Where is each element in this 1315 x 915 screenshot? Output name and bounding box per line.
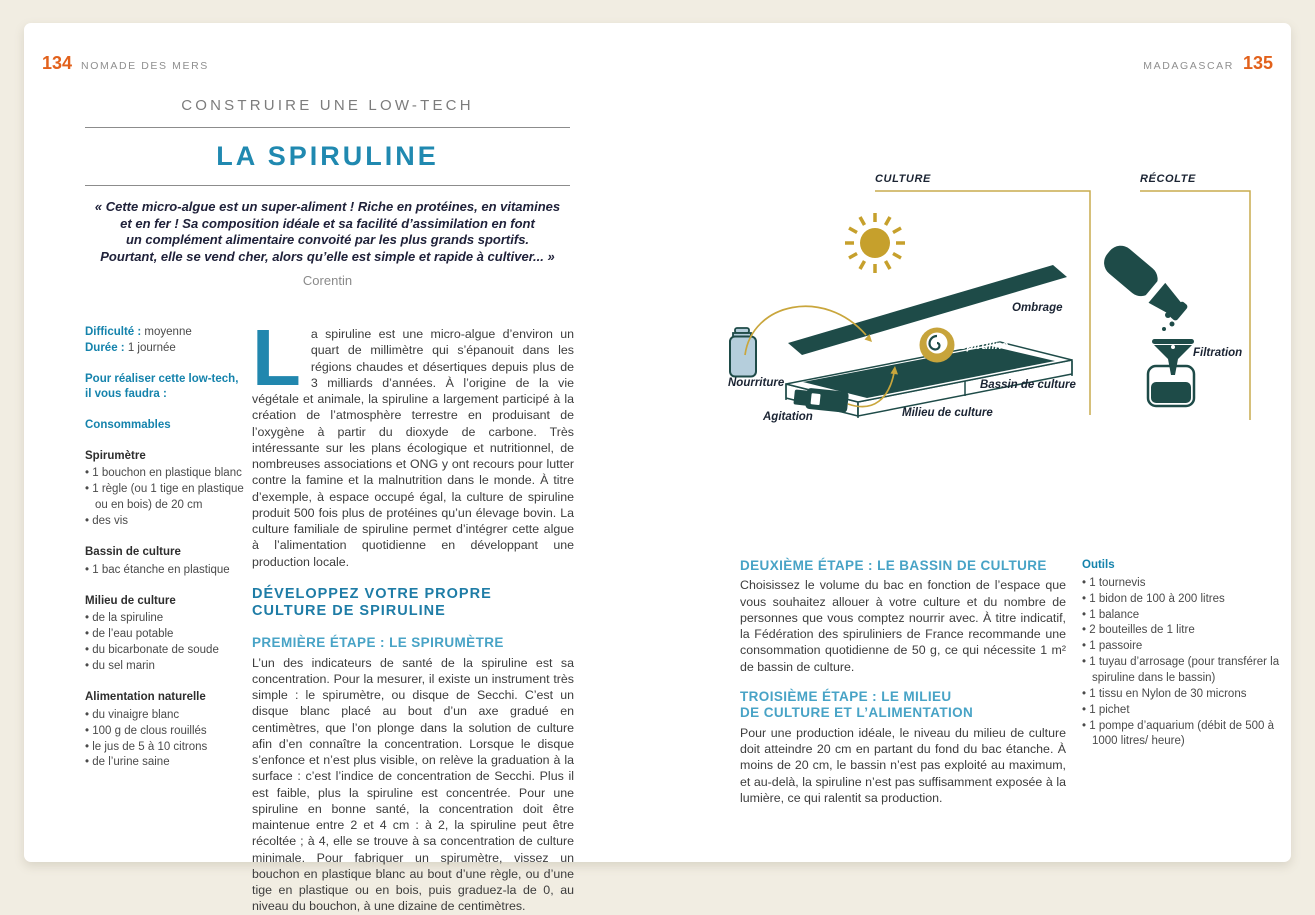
list-item: • de la spiruline — [85, 611, 247, 627]
nourriture-label: Nourriture — [728, 377, 785, 389]
page-number-right: 135 — [1242, 53, 1273, 73]
chapter-title: MADAGASCAR — [1143, 60, 1234, 72]
pouring-bottle-icon — [1098, 239, 1193, 327]
difficulty-label: Difficulté : — [85, 326, 142, 338]
sidebar-intro — [85, 372, 247, 403]
group-title-alimentation: Alimentation naturelle — [85, 690, 206, 703]
intro-paragraph — [252, 313, 574, 570]
intro-text: a spiruline est une micro-algue d’environ un quart de millimètre qui s’épanouit dans les régions chaudes et désertiques depuis plus de 3 milliards d’années. À l’origine de la vie végétale et animale, la spiruline a largement participé à la création de l’atmosphère terrestre en produisant de l’oxygène à partir du dioxyde de carbone. Très intéressante sur les plans écologique et nutritionnel, de nombreuses associations et ONG y ont recours pour lutter contre la famine et la malnutrition dans le monde. À titre d’exemple, à espace occupé égal, la culture de spiruline produit 500 fois plus de protéines qu’un élevage bovin. La culture familiale de spiruline permet d’intégrer cette algue à l’alimentation quotidienne en développant une production locale. — [252, 327, 574, 569]
list-item: • du vinaigre blanc — [85, 708, 247, 724]
list-item: • de l’urine saine — [85, 755, 247, 771]
list-item: • le jus de 5 à 10 citrons — [85, 740, 247, 756]
sidebar-intro-line: Pour réaliser cette low-tech, — [85, 372, 239, 385]
recolte-section-label: RÉCOLTE — [1140, 173, 1196, 185]
book-spread — [24, 23, 1291, 914]
consumables-heading: Consommables — [85, 418, 171, 431]
bassin-label: Bassin de culture — [980, 379, 1076, 391]
page-number-left: 134 — [42, 53, 73, 73]
page-header-right — [1143, 53, 1273, 74]
quote-line: Pourtant, elle se vend cher, alors qu’elle est simple et rapide à cultiver... » — [100, 248, 555, 264]
step1-body: L’un des indicateurs de santé de la spiruline est sa concentration. Pour la mesurer, il existe un instrument très simple : le spirumètre, ou disque de Secchi. C’est un disque blanc placé au bout d’un axe gradué en centimètres, que l’on plonge dans la solution de culture afin d’en connaître la concentration. Lorsque le disque s’enfonce et n’est plus visible, on relève la graduation à la surface : c’est l’indice de concentration de Secchi. Plus il est faible, plus la spiruline est concentrée. Pour une spiruline en bonne santé, la concentration doit être maintenue entre 2 et 4 cm : à 2, la spiruline peut être récoltée ; à 4, elle se trouve à sa concentration de culture minimale. Pour fabriquer un spirumètre, vissez un bouchon en plastique blanc au bout d’une règle, ou d’une tige en plastique ou en bois, puis graduez-la de 0, au niveau du bouchon, à une dizaine de centimètres. — [252, 655, 574, 914]
list-item: • du bicarbonate de soude — [85, 643, 247, 659]
sidebar-intro-line: il vous faudra : — [85, 388, 167, 401]
title-block — [85, 97, 570, 288]
culture-section-label: CULTURE — [875, 173, 931, 185]
quote-line: « Cette micro-algue est un super-aliment ! Riche en protéines, en vitamines — [94, 199, 561, 214]
list-item: • 1 bac étanche en plastique — [85, 563, 247, 579]
tools-list — [1082, 576, 1282, 750]
page-header-left — [42, 53, 209, 74]
page-title: LA SPIRULINE — [216, 141, 439, 171]
list-item: • 2 bouteilles de 1 litre — [1082, 623, 1282, 639]
list-item: • du sel marin — [85, 659, 247, 675]
materials-sidebar — [85, 325, 247, 771]
bassin-list — [85, 563, 247, 579]
list-item: • 1 pichet — [1082, 703, 1282, 719]
step1-heading: PREMIÈRE ÉTAPE : LE SPIRUMÈTRE — [252, 635, 504, 651]
list-item: • 1 balance — [1082, 608, 1282, 624]
alimentation-list — [85, 708, 247, 771]
spiruline-label: Spiruline — [959, 340, 1009, 352]
tools-heading: Outils — [1082, 559, 1115, 571]
duration-value: 1 journée — [124, 341, 176, 354]
milieu-label: Milieu de culture — [902, 407, 993, 419]
sun-icon — [845, 213, 905, 273]
right-article-column — [740, 558, 1066, 806]
step3-heading — [740, 689, 1066, 722]
quote-line: un complément alimentaire convoité par les plus grands sportifs. — [125, 232, 530, 248]
list-item: • de l’eau potable — [85, 627, 247, 643]
step2-body: Choisissez le volume du bac en fonction de l’espace que vous souhaitez allouer à votre culture et du nombre de personnes que vous comptez nourrir avec. À titre indicatif, la Fédération des spiruliniers de France recommande une consommation quotidienne de 50 g, ce qui nécessite 1 m² de bassin de culture. — [740, 578, 1066, 674]
list-item: • 1 tissu en Nylon de 30 microns — [1082, 687, 1282, 703]
step3-heading-line: DE CULTURE ET L’ALIMENTATION — [740, 705, 974, 721]
section-heading — [252, 586, 574, 621]
list-item: • 1 bidon de 100 à 200 litres — [1082, 592, 1282, 608]
ombrage-label: Ombrage — [1012, 302, 1063, 314]
tools-sidebar — [1082, 558, 1282, 750]
spiruline-badge — [920, 328, 955, 363]
quote — [85, 199, 570, 266]
list-item: • des vis — [85, 514, 247, 530]
duration-row — [85, 341, 247, 357]
difficulty-value: moyenne — [141, 326, 192, 338]
title-rule-bottom — [85, 185, 570, 186]
list-item: • 1 règle (ou 1 tige en plastique ou en bois) de 20 cm — [85, 482, 247, 514]
group-title-milieu: Milieu de culture — [85, 594, 176, 607]
title-rule-top — [85, 127, 570, 128]
group-title-spirumetre: Spirumètre — [85, 449, 146, 462]
list-item: • 1 passoire — [1082, 639, 1282, 655]
spirulina-diagram — [714, 163, 1279, 428]
drop-cap: L — [252, 313, 301, 402]
list-item: • 1 tournevis — [1082, 576, 1282, 592]
list-item: • 100 g de clous rouillés — [85, 724, 247, 740]
duration-label: Durée : — [85, 341, 125, 354]
step3-body: Pour une production idéale, le niveau du milieu de culture doit atteindre 20 cm en partant du fond du bac étanche. À moins de 20 cm, le bassin n’est pas exploité au maximum, et au-delà, la spiruline n’est pas suffisamment exposée à la lumière, ce qui ralentit sa production. — [740, 725, 1066, 805]
quote-author: Corentin — [302, 272, 353, 288]
difficulty-row — [85, 325, 247, 341]
step2-heading: DEUXIÈME ÉTAPE : LE BASSIN DE CULTURE — [740, 558, 1047, 573]
filtration-label: Filtration — [1193, 347, 1243, 359]
step3-heading-line: TROISIÈME ÉTAPE : LE MILIEU — [740, 688, 952, 704]
section-kicker: CONSTRUIRE UNE LOW-TECH — [181, 97, 474, 114]
main-article-column — [252, 313, 574, 915]
list-item: • 1 bouchon en plastique blanc — [85, 466, 247, 482]
group-title-bassin: Bassin de culture — [85, 545, 181, 558]
list-item: • 1 pompe d’aquarium (débit de 500 à 1000 litres/ heure) — [1082, 719, 1282, 751]
section-heading-line: CULTURE DE SPIRULINE — [252, 603, 446, 620]
agitation-label: Agitation — [763, 411, 813, 423]
list-item: • 1 tuyau d’arrosage (pour transférer la spiruline dans le bassin) — [1082, 655, 1282, 687]
spirumetre-list — [85, 466, 247, 529]
book-title: NOMADE DES MERS — [81, 60, 209, 72]
diagram-svg — [714, 163, 1279, 428]
quote-line: et en fer ! Sa composition idéale et sa facilité d’assimilation en font — [120, 215, 535, 231]
section-heading-line: DÉVELOPPEZ VOTRE PROPRE — [252, 585, 492, 602]
milieu-list — [85, 611, 247, 674]
